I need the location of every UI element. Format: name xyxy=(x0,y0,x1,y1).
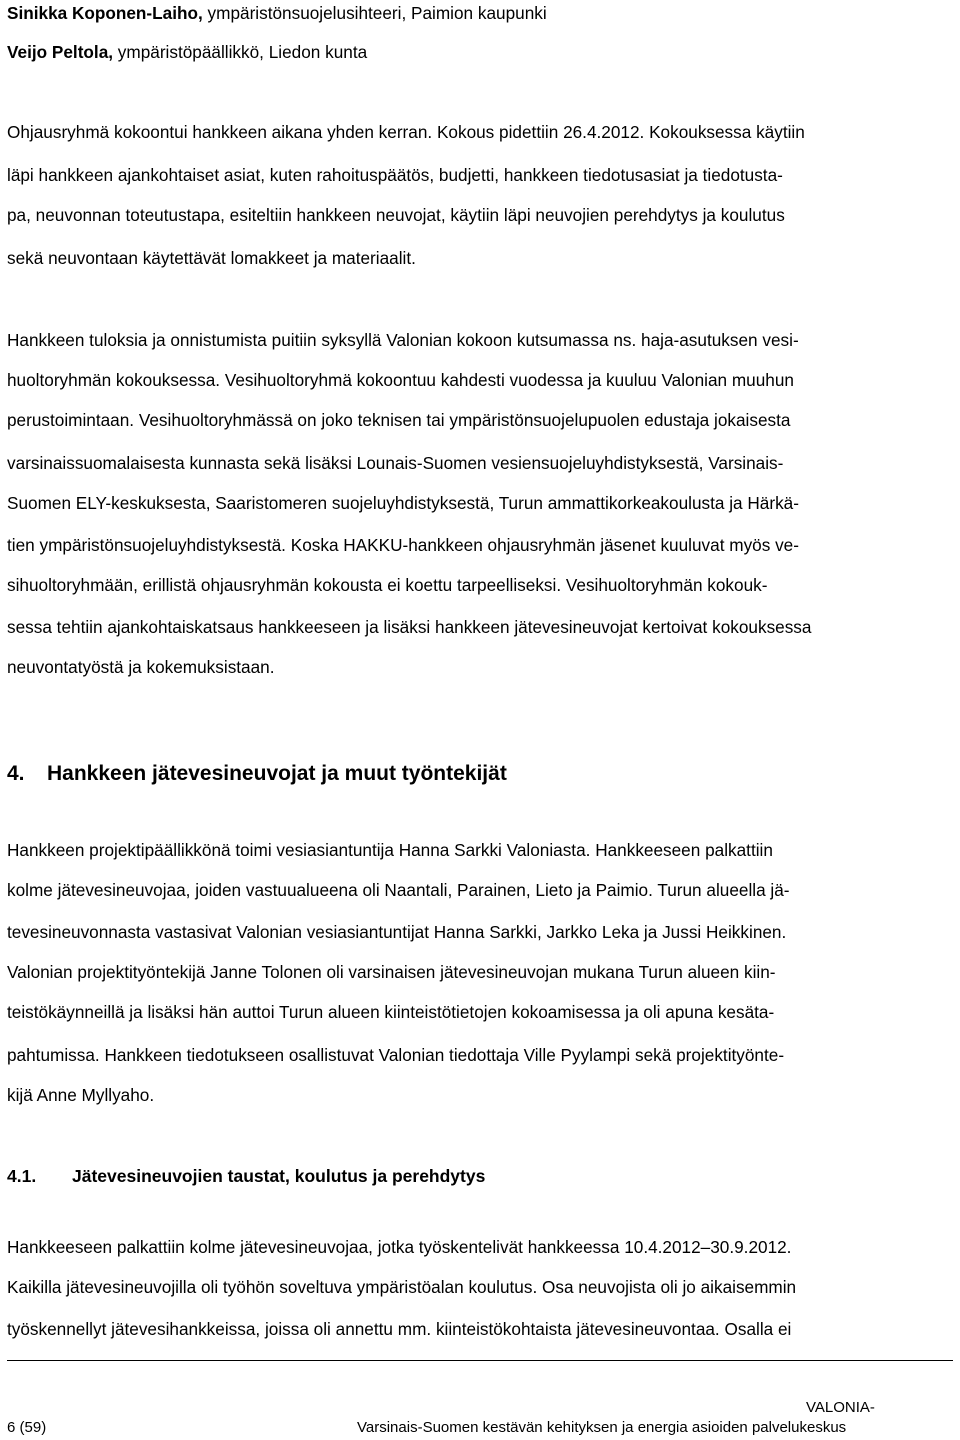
paragraph-line: sihuoltoryhmään, erillistä ohjausryhmän kokousta ei koettu tarpeelliseksi. Vesihuoltoryhmän kokouk- xyxy=(7,575,768,595)
participant-name: Sinikka Koponen-Laiho, xyxy=(7,3,203,23)
paragraph-line: perustoimintaan. Vesihuoltoryhmässä on joko teknisen tai ympäristönsuojelupuolen edustaja jokaisesta xyxy=(7,410,791,430)
section-number: 4.1. xyxy=(7,1166,37,1186)
paragraph-line: läpi hankkeen ajankohtaiset asiat, kuten rahoituspäätös, budjetti, hankkeen tiedotusasiat ja tiedotusta- xyxy=(7,165,783,185)
paragraph-line: työskennellyt jätevesihankkeissa, joissa oli annettu mm. kiinteistökohtaista jätevesineuvontaa. Osalla ei xyxy=(7,1319,792,1339)
paragraph-line: varsinaissuomalaisesta kunnasta sekä lisäksi Lounais-Suomen vesiensuojeluyhdistyksestä, Varsinais- xyxy=(7,453,784,473)
paragraph-line: kolme jätevesineuvojaa, joiden vastuualueena oli Naantali, Parainen, Lieto ja Paimio. Turun alueella jä- xyxy=(7,880,790,900)
section-number: 4. xyxy=(7,762,25,785)
footer-org-description: Varsinais-Suomen kestävän kehityksen ja energia asioiden palvelukeskus xyxy=(357,1419,847,1436)
paragraph-line: tien ympäristönsuojeluyhdistyksestä. Koska HAKKU-hankkeen ohjausryhmän jäsenet kuuluvat myös ve- xyxy=(7,535,799,555)
participant-line-2 xyxy=(7,40,367,64)
paragraph-line: sekä neuvontaan käytettävät lomakkeet ja materiaalit. xyxy=(7,248,416,268)
paragraph-line: neuvontatyöstä ja kokemuksistaan. xyxy=(7,657,275,677)
paragraph-line: huoltoryhmän kokouksessa. Vesihuoltoryhmä kokoontuu kahdesti vuodessa ja kuuluu Valonian muuhun xyxy=(7,370,794,390)
section-heading-4 xyxy=(7,760,507,788)
participant-role: ympäristöpäällikkö, Liedon kunta xyxy=(113,42,368,62)
footer-divider xyxy=(7,1360,953,1361)
paragraph-line: Hankkeeseen palkattiin kolme jätevesineuvojaa, jotka työskentelivät hankkeessa 10.4.2012–30.9.2012. xyxy=(7,1237,792,1257)
paragraph-line: sessa tehtiin ajankohtaiskatsaus hankkeeseen ja lisäksi hankkeen jätevesineuvojat kertoivat kokouksessa xyxy=(7,617,812,637)
paragraph-line: tevesineuvonnasta vastasivat Valonian vesiasiantuntijat Hanna Sarkki, Jarkko Leka ja Jussi Heikkinen. xyxy=(7,922,787,942)
paragraph-line: Valonian projektityöntekijä Janne Tolonen oli varsinaisen jätevesineuvojan mukana Turun alueen kiin- xyxy=(7,962,776,982)
paragraph-line: Kaikilla jätevesineuvojilla oli työhön soveltuva ympäristöalan koulutus. Osa neuvojista oli jo aikaisemmin xyxy=(7,1277,797,1297)
page-number: 6 (59) xyxy=(7,1419,47,1436)
paragraph-line: Hankkeen projektipäällikkönä toimi vesiasiantuntija Hanna Sarkki Valoniasta. Hankkeeseen palkattiin xyxy=(7,840,773,860)
participant-line-1 xyxy=(7,1,547,25)
paragraph-line: pa, neuvonnan toteutustapa, esiteltiin hankkeen neuvojat, käytiin läpi neuvojien perehdytys ja koulutus xyxy=(7,205,785,225)
paragraph-line: teistökäynneillä ja lisäksi hän auttoi Turun alueen kiinteistötietojen kokoamisessa ja oli apuna kesäta- xyxy=(7,1002,775,1022)
participant-role: ympäristönsuojelusihteeri, Paimion kaupunki xyxy=(202,3,547,23)
paragraph-line: pahtumissa. Hankkeen tiedotukseen osallistuvat Valonian tiedottaja Ville Pyylampi sekä projektityönte- xyxy=(7,1045,785,1065)
section-title: Jätevesineuvojien taustat, koulutus ja perehdytys xyxy=(72,1166,486,1186)
paragraph-line: Ohjausryhmä kokoontui hankkeen aikana yhden kerran. Kokous pidettiin 26.4.2012. Kokouksessa käytiin xyxy=(7,122,805,142)
participant-name: Veijo Peltola, xyxy=(7,42,114,62)
paragraph-line: Suomen ELY-keskuksesta, Saaristomeren suojeluyhdistyksestä, Turun ammattikorkeakoulusta ja Härkä- xyxy=(7,493,799,513)
paragraph-line: kijä Anne Myllyaho. xyxy=(7,1085,155,1105)
section-title: Hankkeen jätevesineuvojat ja muut työntekijät xyxy=(47,762,507,785)
section-heading-4-1 xyxy=(7,1164,485,1188)
footer-org-name: VALONIA- xyxy=(806,1399,875,1416)
paragraph-line: Hankkeen tuloksia ja onnistumista puitiin syksyllä Valonian kokoon kutsumassa ns. haja-asutuksen vesi- xyxy=(7,330,799,350)
